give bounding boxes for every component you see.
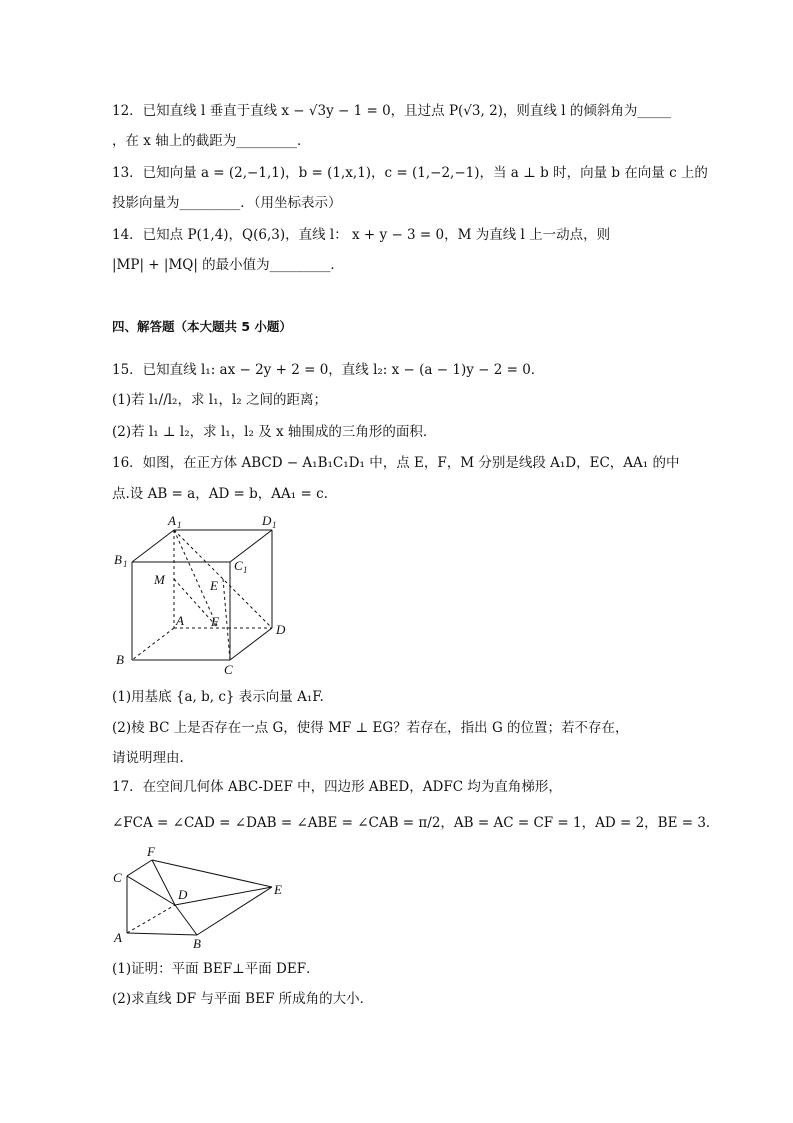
cube-label-c: C bbox=[224, 662, 233, 677]
solid-figure bbox=[112, 842, 302, 954]
cube-label-d1-sub: 1 bbox=[272, 520, 277, 530]
solid-label-e: E bbox=[274, 882, 282, 897]
solid-label-b: B bbox=[193, 936, 201, 951]
q12-line2: ，在 x 轴上的截距为_________． bbox=[112, 133, 311, 149]
q13-line1: 13．已知向量 a = (2,−1,1)，b = (1,x,1)，c = (1,−2,−1)，当 a ⊥ b 时，向量 b 在向量 c 上的 bbox=[112, 165, 708, 181]
cube-label-c1-sub: 1 bbox=[243, 565, 248, 575]
cube-label-d: D bbox=[276, 622, 286, 637]
cube-label-e: E bbox=[210, 578, 218, 593]
cube-label-a1: A bbox=[168, 513, 176, 528]
q17-stem-line2: ∠FCA = ∠CAD = ∠DAB = ∠ABE = ∠CAB = π/2，AB = AC = CF = 1，AD = 2，BE = 3． bbox=[112, 815, 720, 831]
q13-line2: 投影向量为_________．（用坐标表示） bbox=[112, 195, 342, 211]
cube-label-m: M bbox=[154, 572, 165, 587]
cube-label-a: A bbox=[176, 613, 184, 628]
q17-stem-line1: 17．在空间几何体 ABC-DEF 中，四边形 ABED，ADFC 均为直角梯形， bbox=[112, 779, 562, 795]
q16-stem-line1: 16．如图，在正方体 ABCD − A₁B₁C₁D₁ 中，点 E，F，M 分别是线段 A₁D，EC，AA₁ 的中 bbox=[112, 455, 680, 471]
q14-line2: |MP| + |MQ| 的最小值为_________． bbox=[112, 257, 344, 273]
cube-label-b1-sub: 1 bbox=[123, 559, 128, 569]
solid-label-a: A bbox=[114, 930, 122, 945]
cube-label-f: F bbox=[211, 614, 219, 629]
q16-stem-line2: 点.设 AB = a，AD = b，AA₁ = c. bbox=[112, 486, 328, 502]
q15-stem: 15．已知直线 l₁: ax − 2y + 2 = 0，直线 l₂: x − (a − 1)y − 2 = 0． bbox=[112, 362, 545, 378]
q16-part2: (2)棱 BC 上是否存在一点 G，使得 MF ⊥ EG？若存在，指出 G 的位置；若不存在， bbox=[112, 720, 629, 736]
section-heading: 四、解答题（本大题共 5 小题） bbox=[112, 319, 292, 334]
q15-part2: (2)若 l₁ ⊥ l₂，求 l₁，l₂ 及 x 轴围成的三角形的面积． bbox=[112, 424, 437, 440]
cube-label-d1: D bbox=[262, 513, 272, 528]
q16-part1: (1)用基底 {a, b, c} 表示向量 A₁F. bbox=[112, 689, 324, 705]
cube-label-b: B bbox=[116, 652, 124, 667]
cube-figure bbox=[112, 510, 302, 680]
q16-part2-continued: 请说明理由. bbox=[112, 750, 184, 766]
cube-label-a1-sub: 1 bbox=[177, 520, 182, 530]
q17-part1: (1)证明：平面 BEF⊥平面 DEF． bbox=[112, 961, 320, 977]
q14-line1: 14．已知点 P(1,4)，Q(6,3)，直线 l： x + y − 3 = 0，M 为直线 l 上一动点，则 bbox=[112, 227, 611, 243]
solid-label-f: F bbox=[147, 844, 155, 859]
solid-label-c: C bbox=[113, 870, 122, 885]
solid-label-d: D bbox=[178, 887, 188, 902]
cube-label-b1: B bbox=[114, 552, 122, 567]
q17-part2: (2)求直线 DF 与平面 BEF 所成角的大小． bbox=[112, 991, 374, 1007]
q15-part1: (1)若 l₁//l₂，求 l₁，l₂ 之间的距离； bbox=[112, 392, 328, 408]
cube-label-c1: C bbox=[234, 558, 243, 573]
q12-line1: 12．已知直线 l 垂直于直线 x − √3y − 1 = 0，且过点 P(√3, 2)，则直线 l 的倾斜角为_____ bbox=[112, 103, 672, 119]
